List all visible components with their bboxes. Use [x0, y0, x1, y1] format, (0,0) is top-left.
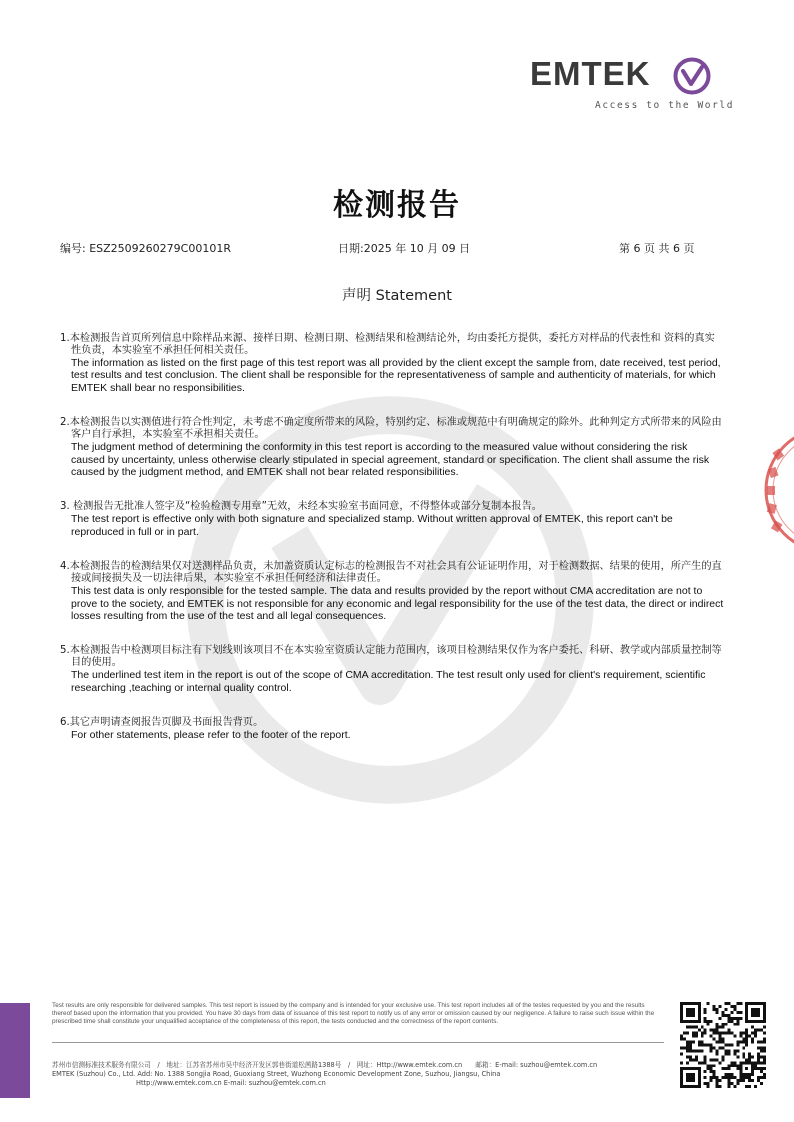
- statement-item: [60, 717, 724, 741]
- logo-tagline: Access to the World: [595, 100, 735, 111]
- footer-address-en: EMTEK (Suzhou) Co., Ltd. Add: No. 1388 Songjia Road, Guoxiang Street, Wuzhong Economic Development Zone, Suzhou, Jiangsu, China: [52, 1070, 501, 1078]
- statement-item: [60, 645, 724, 694]
- statement-en: This test data is only responsible for the tested sample. The data and results provided by the report without CMA accreditation are not to prove to the society, and EMTEK is not responsible for any economic and legal responsibility for the use of the test data, the direct or indirect losses resulting from the use of the test and all legal consequences.: [71, 585, 724, 623]
- statement-item: [60, 333, 724, 394]
- statement-cn: 3. 检测报告无批准人签字及“检验检测专用章”无效，未经本实验室书面同意，不得整体或部分复制本报告。: [60, 501, 542, 513]
- footer-disclaimer: Test results are only responsible for delivered samples. This test report is issued by the company and is intended for your exclusive use. This test report includes all of the testes requested by you and the results thereof based upon the information that you provided. You have 30 days from data of issuance of this test report to notify us of any error or omission caused by our negligence. A failure to raise such issue within the prescribed time shall constitute your unqualified acceptance of the completeness of this report, the tests conducted and the correctness of the report contents.: [52, 1002, 655, 1025]
- statement-list: [60, 333, 724, 765]
- report-date: 日期:2025 年 10 月 09 日: [338, 242, 471, 255]
- statement-en: For other statements, please refer to the footer of the report.: [71, 729, 351, 742]
- logo-wordmark: EMTEK: [530, 55, 651, 92]
- logo-check-icon: [672, 56, 712, 96]
- statement-item: [60, 561, 724, 622]
- statement-item: [60, 501, 724, 538]
- footer-address-cn: 苏州市信测标准技术服务有限公司 / 地址：江苏省苏州市吴中经济开发区郭巷街道松茜路1388号 / 网址：Http://www.emtek.com.cn 邮箱：E-mail: suzhou@emtek.com.cn: [52, 1061, 598, 1069]
- report-title: 检测报告: [333, 188, 461, 223]
- statement-cn: 6.其它声明请查阅报告页脚及书面报告背页。: [60, 717, 264, 729]
- statement-en: The underlined test item in the report is out of the scope of CMA accreditation. The test result only used for client's requirement, scientific researching ,teaching or internal quality control.: [71, 669, 706, 694]
- statement-cn: 1.本检测报告首页所列信息中除样品来源、接样日期、检测日期、检测结果和检测结论外，均由委托方提供，委托方对样品的代表性和 资料的真实性负责，本实验室不承担任何相关责任。: [60, 333, 715, 356]
- footer-divider: [52, 1042, 664, 1043]
- footer-accent-bar: [0, 1003, 30, 1098]
- statement-cn: 2.本检测报告以实测值进行符合性判定，未考虑不确定度所带来的风险，特别约定、标准或规范中有明确规定的除外。此种判定方式所带来的风险由客户自行承担，本实验室不承担相关责任。: [60, 417, 722, 441]
- footer-address: [52, 1061, 664, 1088]
- statement-item: [60, 417, 724, 478]
- statement-cn: 5.本检测报告中检测项目标注有下划线则该项目不在本实验室资质认定能力范围内，该项目检测结果仅作为客户委托、科研、教学或内部质量控制等目的使用。: [60, 645, 722, 669]
- statement-en: The judgment method of determining the conformity in this test report is according to the measured value without considering the risk caused by uncertainty, unless otherwise clearly stipulated in special agreement, standard or specification. The client shall assume the risk caused by the judgment method, and EMTEK shall not bear related responsibilities.: [71, 441, 710, 479]
- seal-stamp-icon: [758, 420, 794, 560]
- statement-heading: 声明 Statement: [342, 288, 452, 304]
- statement-cn: 4.本检测报告的检测结果仅对送测样品负责，未加盖资质认定标志的检测报告不对社会具有公证证明作用，对于检测数据、结果的使用，所产生的直接或间接损失及一切法律后果，本实验室不承担任何经济和法律责任。: [60, 561, 722, 585]
- qr-code-icon: [680, 1002, 766, 1088]
- footer-web-email: Http://www.emtek.com.cn E-mail: suzhou@emtek.com.cn: [136, 1079, 326, 1087]
- statement-en: The test report is effective only with both signature and specialized stamp. Without written approval of EMTEK, this report can't be reproduced in full or in part.: [71, 513, 673, 538]
- page-indicator: 第 6 页 共 6 页: [619, 242, 695, 255]
- statement-en: The information as listed on the first page of this test report was all provided by the client except the sample from, date received, test period, test results and test conclusion. The client shall be responsible for the representativeness of sample and authenticity of materials, for which EMTEK shall bear no responsibilities.: [71, 357, 721, 394]
- emtek-logo: [530, 52, 735, 116]
- report-number: 编号: ESZ2509260279C00101R: [60, 242, 231, 255]
